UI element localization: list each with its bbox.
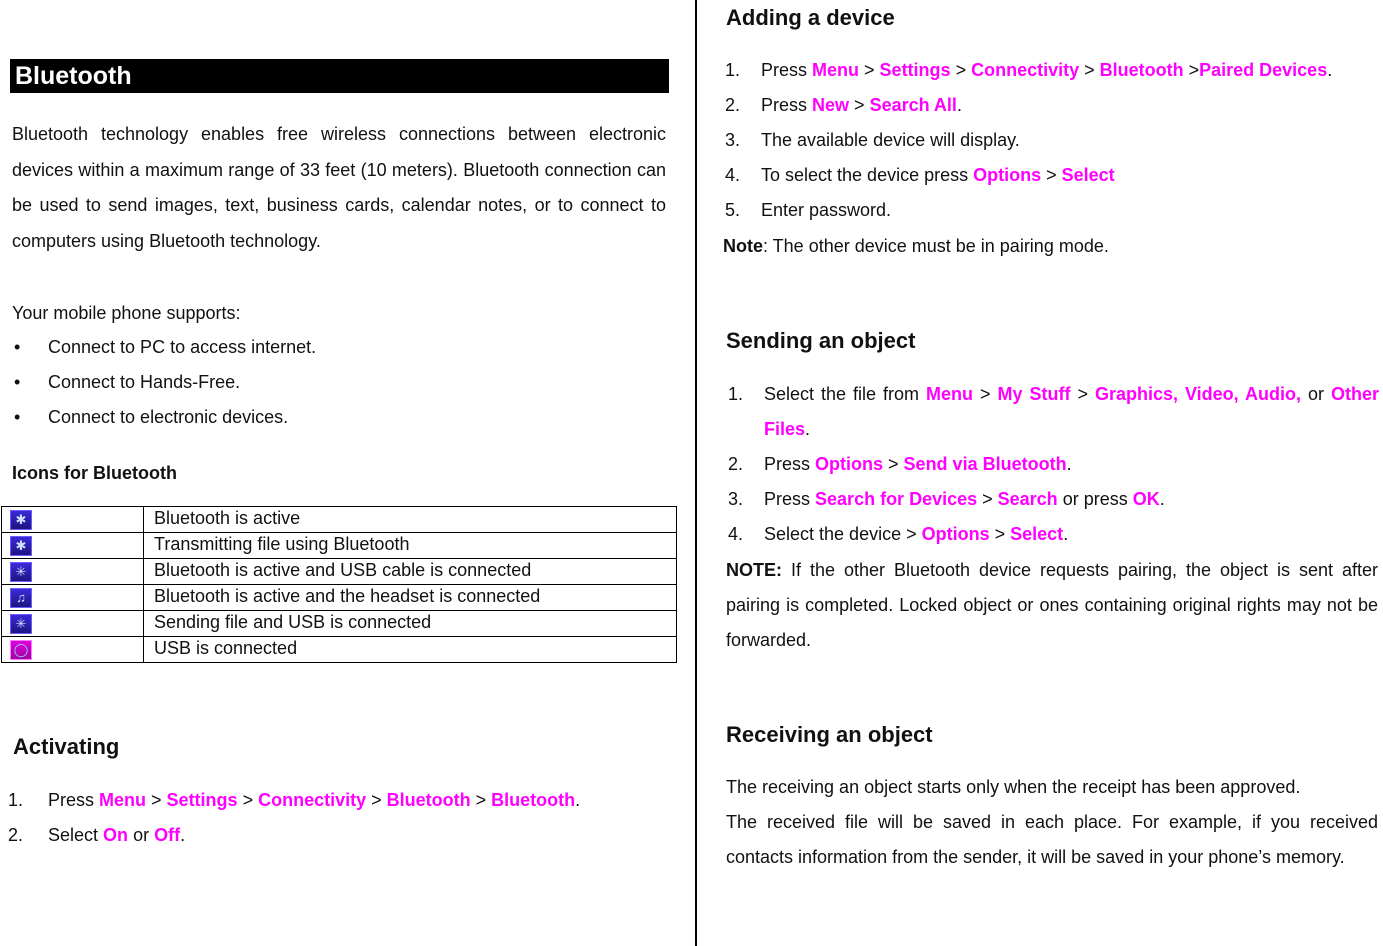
adding-note: Note: The other device must be in pairing mode. [723,236,1109,256]
supports-heading: Your mobile phone supports: [12,303,241,323]
options-link[interactable]: Options [921,524,990,544]
bluetooth-headset-icon: ♫ [10,588,32,608]
menu-link[interactable]: Menu [812,60,860,80]
step-number: 1. [8,790,24,810]
activating-heading: Activating [13,734,120,759]
receiving-paragraph [726,770,1378,875]
table-row [2,611,677,637]
paired-devices-link[interactable]: Paired Devices [1199,60,1328,80]
table-row [2,637,677,663]
ok-button[interactable]: OK [1132,489,1160,509]
sending-note: NOTE: If the other Bluetooth device requests pairing, the object is sent after pairing is completed. Locked object or ones containing original rights may not be forwarded. [726,560,1378,650]
select-link[interactable]: Select [1010,524,1064,544]
bullet-icon: • [14,407,21,427]
bluetooth-link[interactable]: Bluetooth [1099,60,1184,80]
table-cell: Bluetooth is active [144,507,677,533]
list-item: 3. The available device will display. [725,130,1020,150]
list-item: 3. Press Search for Devices > Search or press OK. [728,489,1165,509]
on-option[interactable]: On [103,825,129,845]
list-item: 4. To select the device press Options > Select [725,165,1115,185]
list-item: 1. Press Menu > Settings > Connectivity > Bluetooth > Bluetooth. [8,783,668,818]
table-row [2,585,677,611]
search-all-option[interactable]: Search All [869,95,957,115]
adding-steps [725,53,1382,228]
settings-link[interactable]: Settings [879,60,951,80]
options-link[interactable]: Options [815,454,884,474]
table-cell: USB is connected [144,637,677,663]
list-item: 1. Press Menu > Settings > Connectivity > Bluetooth >Paired Devices. [725,60,1333,80]
bluetooth-transmitting-icon: ✱ [10,536,32,556]
my-stuff-link[interactable]: My Stuff [997,384,1071,404]
adding-heading: Adding a device [726,5,895,30]
new-option[interactable]: New [812,95,850,115]
list-item [12,330,666,365]
list-item: 2. Press New > Search All. [725,95,962,115]
settings-link[interactable]: Settings [166,790,238,810]
table-cell: Bluetooth is active and the headset is connected [144,585,677,611]
list-item: 4. Select the device > Options > Select. [728,524,1069,544]
list-item: 1. Select the file from Menu > My Stuff > Graphics, Video, Audio, or Other Files. [728,384,1379,439]
bluetooth-link[interactable]: Bluetooth [386,790,471,810]
connectivity-link[interactable]: Connectivity [971,60,1080,80]
off-option[interactable]: Off [154,825,181,845]
receiving-line-2: The received file will be saved in each place. For example, if you received contacts information from the sender, it will be saved in your phone’s memory. [726,812,1378,867]
bullet-icon: • [14,337,21,357]
supports-list [12,330,666,435]
connectivity-link[interactable]: Connectivity [258,790,367,810]
select-link[interactable]: Select [1061,165,1115,185]
icons-table [1,506,677,663]
menu-link[interactable]: Menu [926,384,973,404]
list-item [12,365,666,400]
list-item-text: Connect to electronic devices. [48,407,289,427]
search-link[interactable]: Search [997,489,1058,509]
receiving-heading: Receiving an object [726,722,933,747]
other-files-link[interactable]: Other Files [764,384,1379,439]
list-item: 5. Enter password. [725,200,892,220]
table-cell: Sending file and USB is connected [144,611,677,637]
icons-heading: Icons for Bluetooth [12,463,177,483]
list-item [12,400,666,435]
bullet-icon: • [14,372,21,392]
receiving-line-1: The receiving an object starts only when the receipt has been approved. [726,777,1301,797]
bluetooth-link[interactable]: Bluetooth [491,790,576,810]
table-row [2,507,677,533]
step-number: 2. [8,825,24,845]
table-cell: Transmitting file using Bluetooth [144,533,677,559]
sending-steps [728,377,1379,552]
list-item: 2. Press Options > Send via Bluetooth. [728,454,1072,474]
activating-steps [8,783,668,853]
usb-connected-icon: ◯ [10,640,32,660]
list-item-text: Connect to PC to access internet. [48,337,317,357]
list-item-text: Connect to Hands-Free. [48,372,241,392]
search-for-devices-link[interactable]: Search for Devices [815,489,978,509]
column-divider [695,0,697,946]
send-via-bluetooth-link[interactable]: Send via Bluetooth [903,454,1067,474]
sending-heading: Sending an object [726,328,916,353]
list-item: 2. Select On or Off. [8,818,668,853]
bluetooth-usb-icon: ✳ [10,562,32,582]
options-link[interactable]: Options [973,165,1042,185]
file-types-link[interactable]: Graphics, Video, Audio, [1094,384,1301,404]
table-row [2,533,677,559]
menu-link[interactable]: Menu [99,790,147,810]
intro-paragraph: Bluetooth technology enables free wireless connections between electronic devices within a maximum range of 33 feet (10 meters). Bluetooth connection can be used to send images, text, business cards, calendar notes, or to connect to computers using Bluetooth technology. [12,124,666,251]
table-row [2,559,677,585]
section-banner: Bluetooth [10,59,669,93]
table-cell: Bluetooth is active and USB cable is connected [144,559,677,585]
bluetooth-active-icon: ✱ [10,510,32,530]
sending-usb-icon: ✳ [10,614,32,634]
